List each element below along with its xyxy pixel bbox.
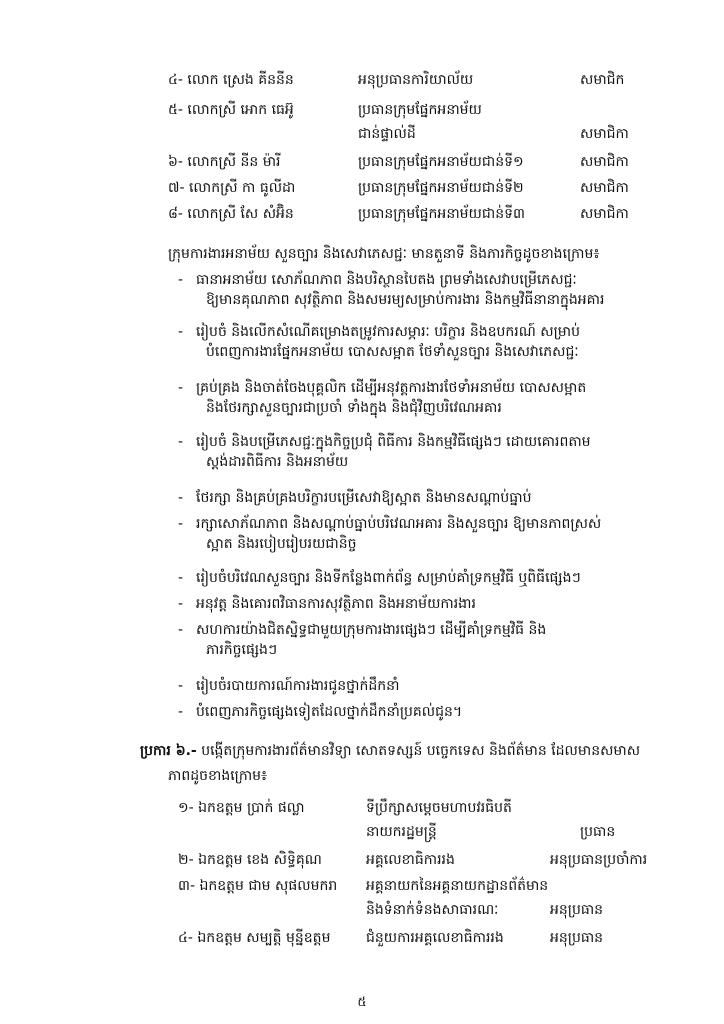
member-role: សមាជិក: [580, 72, 625, 88]
article-6-cont: ភាពដូចខាងក្រោម៖: [168, 768, 268, 784]
member-position: ប្រធានក្រុមផ្នែកអនាម័យ: [358, 102, 482, 118]
member2-role: ប្រធាន: [580, 824, 616, 840]
member-role: សមាជិកា: [580, 180, 629, 196]
duty-item: - ធានាអនាម័យ សោភ័ណភាព និងបរិស្ថានបៃតង ព្រមទាំងសេវាបម្រើភេសជ្ជៈ ឱ្យមានគុណភាព សុវត្ថិភាព និងសមរម្យសម្រាប់ការងារ និងកម្មវិធីនានាក្នុងអគារ: [178, 272, 605, 308]
member-position: អនុប្រធានការិយាល័យ: [358, 72, 474, 88]
member-position: ប្រធានក្រុមផ្នែកអនាម័យជាន់ទី២: [358, 180, 524, 196]
page-number: ៥: [357, 995, 367, 1010]
member-role: សមាជិកា: [580, 206, 629, 222]
member2-position: អគ្គលេខាធិការរង: [366, 852, 455, 868]
duty-item: - បំពេញភារកិច្ចផ្សេងទៀតដែលថ្នាក់ដឹកនាំប្រគល់ជូន។: [178, 704, 463, 720]
member2-position: អគ្គនាយកនៃអគ្គនាយកដ្ឋានព័ត៌មាន: [366, 878, 549, 894]
duty-item: - គ្រប់គ្រង និងចាត់ចែងបុគ្គលិក ដើម្បីអនុវត្តការងារថែទាំអនាម័យ បោសសម្អាត និងថែរក្សាសួនច្បារជាប្រចាំ ទាំងក្នុង និងជុំវិញបរិវេណអគារ: [178, 380, 587, 416]
member2-name: ២- ឯកឧត្តម ខេង សិទ្ធិគុណ: [178, 852, 322, 868]
duties-intro: ក្រុមការងារអនាម័យ សួនច្បារ និងសេវាភេសជ្ជៈ មានតួនាទី និងភារកិច្ចដូចខាងក្រោម៖: [168, 246, 600, 262]
duty-item: - រៀបចំ និងលើកសំណើគម្រោងតម្រូវការសម្ភារៈ បរិក្ខារ និងឧបករណ៍ សម្រាប់ បំពេញការងារផ្នែកអនាម័យ បោសសម្អាត ថែទាំសួនច្បារ និងសេវាភេសជ្ជៈ: [178, 324, 580, 360]
member2-name: ៣- ឯកឧត្តម ជាម សុផលមករា: [178, 878, 338, 894]
member-name: ៦- លោកស្រី នីន ម៉ារី: [168, 154, 281, 170]
member2-role: អនុប្រធាន: [550, 902, 604, 918]
member-role: សមាជិកា: [580, 154, 629, 170]
duty-item: - សហការយ៉ាងជិតស្និទ្ធជាមួយក្រុមការងារផ្សេងៗ ដើម្បីគាំទ្រកម្មវិធី និង ភារកិច្ចផ្សេងៗ: [178, 622, 547, 658]
member-name: ៥- លោកស្រី អោក ធេអ៊ូ: [168, 102, 294, 118]
member-position: ប្រធានក្រុមផ្នែកអនាម័យជាន់ទី៣: [358, 206, 525, 222]
member-position-cont: ជាន់ផ្ទាល់ដី: [358, 126, 416, 142]
duty-item: - រៀបចំ និងបម្រើភេសជ្ជៈក្នុងកិច្ចប្រជុំ ពិធីការ និងកម្មវិធីផ្សេងៗ ដោយគោរពតាម ស្តង់ដារពិធីការ និងអនាម័យ: [178, 434, 591, 470]
member2-position-cont: និងទំនាក់ទំនងសាធារណៈ: [366, 902, 499, 918]
member-role: សមាជិកា: [580, 126, 629, 142]
duty-item: - រក្សាសោភ័ណភាព និងសណ្តាប់ធ្នាប់បរិវេណអគារ និងសួនច្បារ ឱ្យមានភាពស្រស់ ស្អាត និងរបៀបរៀបរយជានិច្ច: [178, 516, 602, 552]
member-name: ៨- លោកស្រី សែ សំអ៊ិន: [168, 206, 294, 222]
duty-item: - រៀបចំរបាយការណ៍ការងារជូនថ្នាក់ដឹកនាំ: [178, 678, 400, 694]
duty-item: - រៀបចំបរិវេណសួនច្បារ និងទីកន្លែងពាក់ព័ន្ធ សម្រាប់គាំទ្រកម្មវិធី ឬពិធីផ្សេងៗ: [178, 570, 581, 586]
member2-name: ១- ឯកឧត្តម ប្រាក់ ផល្លា: [178, 800, 305, 816]
duty-item: - អនុវត្ត និងគោរពវិធានការសុវត្ថិភាព និងអនាម័យការងារ: [178, 596, 476, 612]
member2-role: អនុប្រធាន: [550, 930, 604, 946]
duty-item: - ថែរក្សា និងគ្រប់គ្រងបរិក្ខារបម្រើសេវាឱ្យស្អាត និងមានសណ្តាប់ធ្នាប់: [178, 490, 532, 506]
member-name: ៧- លោកស្រី កា ធូលីដា: [168, 180, 296, 196]
member-name: ៤- លោក ស្រេង គីននីន: [168, 72, 294, 88]
member2-position: ជំនួយការអគ្គលេខាធិការរង: [366, 930, 504, 946]
member-position: ប្រធានក្រុមផ្នែកអនាម័យជាន់ទី១: [358, 154, 524, 170]
article-label: ប្រការ ៦.-: [140, 743, 197, 759]
member2-name: ៤- ឯកឧត្តម សម្បត្តិ មុន្នីឧត្តម: [178, 930, 331, 946]
member2-role: អនុប្រធានប្រចាំការ: [550, 852, 648, 868]
member2-position: ទីប្រឹក្សាសម្តេចមហាបវរធិបតី: [366, 800, 512, 816]
article-6: ប្រការ ៦.- បង្កើតក្រុមការងារព័ត៌មានវិទ្យា សោតទស្សន៍ បច្ចេកទេស និងព័ត៌មាន ដែលមានសមាស: [140, 743, 641, 759]
member2-position-cont: នាយករដ្ឋមន្ត្រី: [366, 824, 437, 840]
